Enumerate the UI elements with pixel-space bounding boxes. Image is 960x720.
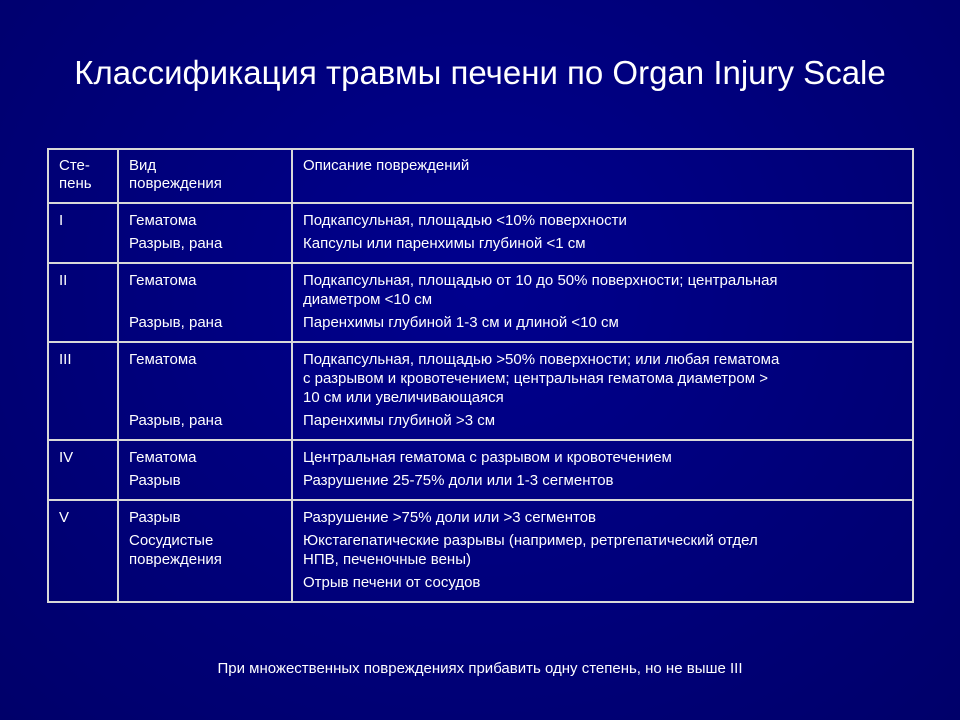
slide-title: Классификация травмы печени по Organ Injury Scale [74,54,886,91]
table-row [48,440,913,500]
injury-type: Гематома [129,449,197,466]
footnote: При множественных повреждениях прибавить одну степень, но не выше III [217,660,743,677]
header-grade-line: Сте- [59,157,90,174]
description-line: Паренхимы глубиной 1-3 см и длиной <10 см [303,314,619,331]
header-type-line: повреждения [129,175,222,192]
injury-type: Разрыв [129,472,181,489]
injury-type: повреждения [129,551,222,568]
grade-cell: IV [48,440,118,500]
description-cell [292,500,913,602]
description-line: Отрыв печени от сосудов [303,574,481,591]
table-row [48,500,913,602]
description-cell [292,440,913,500]
description-line: НПВ, печеночные вены) [303,551,471,568]
injury-type-cell [118,440,292,500]
injury-type-cell [118,342,292,440]
description-line: Подкапсульная, площадью от 10 до 50% поверхности; центральная [303,272,778,289]
header-grade [48,149,118,203]
header-type-line: Вид [129,157,157,174]
description-line: Паренхимы глубиной >3 см [303,412,496,429]
injury-type-cell [118,263,292,342]
injury-type: Разрыв, рана [129,314,223,331]
description-line: Капсулы или паренхимы глубиной <1 см [303,235,586,252]
grade-cell: V [48,500,118,602]
description-line: Разрушение 25-75% доли или 1-3 сегментов [303,472,614,489]
description-line: Разрушение >75% доли или >3 сегментов [303,509,597,526]
table-header-row [48,149,913,203]
header-grade-line: пень [59,175,92,192]
description-line: Юкстагепатические разрывы (например, ретргепатический отдел [303,532,758,549]
injury-type: Гематома [129,212,197,229]
grade-cell: II [48,263,118,342]
injury-type: Гематома [129,351,197,368]
grade-cell: I [48,203,118,263]
table-row [48,263,913,342]
injury-type-cell [118,203,292,263]
injury-type: Разрыв, рана [129,235,223,252]
table-row [48,203,913,263]
injury-type-cell [118,500,292,602]
description-line: Центральная гематома с разрывом и кровотечением [303,449,672,466]
injury-type: Сосудистые [129,532,214,549]
grade-cell: III [48,342,118,440]
description-line: 10 см или увеличивающаяся [303,389,504,406]
description-line: Подкапсульная, площадью <10% поверхности [303,212,627,229]
description-cell [292,203,913,263]
description-line: Подкапсульная, площадью >50% поверхности; или любая гематома [303,351,780,368]
description-line: диаметром <10 см [303,291,433,308]
description-cell [292,342,913,440]
description-cell [292,263,913,342]
header-description: Описание повреждений [292,149,913,203]
header-injury-type [118,149,292,203]
injury-type: Разрыв [129,509,181,526]
injury-classification-table [47,148,914,603]
injury-type: Гематома [129,272,197,289]
description-line: с разрывом и кровотечением; центральная гематома диаметром > [303,370,768,387]
table-row [48,342,913,440]
injury-type: Разрыв, рана [129,412,223,429]
